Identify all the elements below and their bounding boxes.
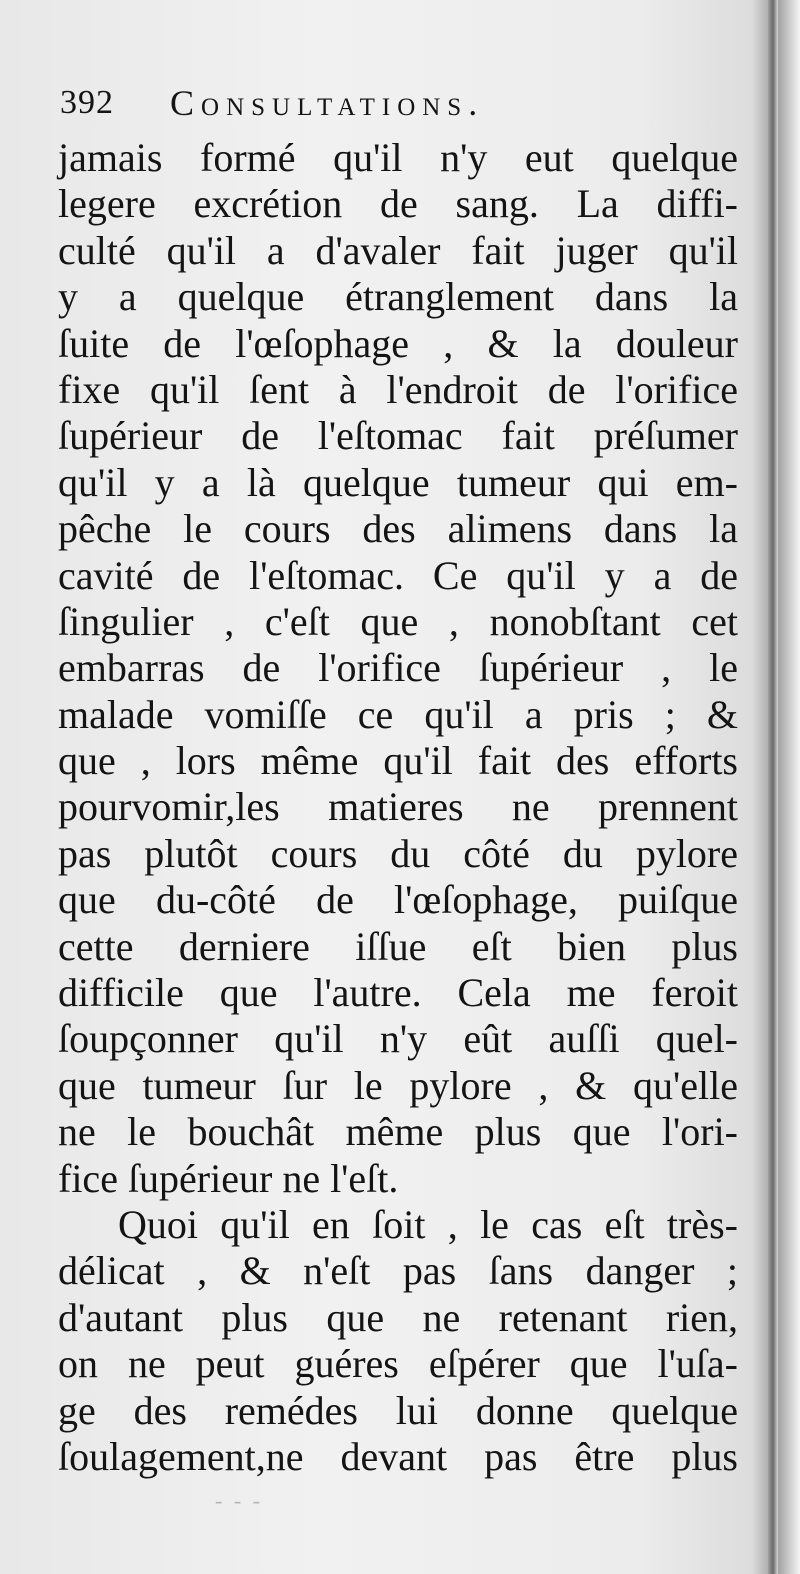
text-line: ſoupçonner qu'il n'y eût auſſi quel-: [58, 1016, 738, 1062]
text-line: culté qu'il a d'avaler fait juger qu'il: [58, 227, 738, 273]
text-line: délicat , & n'eſt pas ſans danger ;: [58, 1248, 738, 1294]
text-line: embarras de l'orifice ſupérieur , le: [58, 645, 738, 691]
body-text: [58, 135, 738, 1480]
text-line: fice ſupérieur ne l'eſt.: [58, 1155, 399, 1201]
text-line: fixe qu'il ſent à l'endroit de l'orifice: [58, 366, 738, 412]
text-line: que , lors même qu'il fait des efforts: [58, 738, 738, 784]
text-line: ſingulier , c'eſt que , nonobſtant cet: [58, 598, 738, 644]
text-line: pêche le cours des alimens dans la: [58, 506, 738, 552]
text-line: ſoulagement,ne devant pas être plus: [58, 1433, 738, 1479]
page-number: 392: [60, 84, 114, 121]
text-line: ſupérieur de l'eſtomac fait préſumer: [58, 413, 738, 459]
text-line: on ne peut guéres eſpérer que l'uſa-: [58, 1341, 738, 1387]
text-line: y a quelque étranglement dans la: [58, 274, 738, 320]
page-edge-shadow: [768, 0, 778, 1574]
running-head: Consultations.: [170, 83, 485, 123]
text-line: que du-côté de l'œſophage, puiſque: [58, 877, 738, 923]
text-line: Quoi qu'il en ſoit , le cas eſt très-: [118, 1201, 738, 1247]
text-line: difficile que l'autre. Cela me feroit: [58, 970, 738, 1016]
text-line: legere excrétion de sang. La diffi-: [58, 181, 738, 227]
text-line: ge des remédes lui donne quelque: [58, 1387, 738, 1433]
bleed-through-mark: - - -: [215, 1488, 263, 1513]
text-line: d'autant plus que ne retenant rien,: [58, 1294, 738, 1340]
page-header: [60, 78, 760, 128]
text-line: cette derniere iſſue eſt bien plus: [58, 923, 738, 969]
text-line: qu'il y a là quelque tumeur qui em-: [58, 459, 738, 505]
text-line: ſuite de l'œſophage , & la douleur: [58, 320, 738, 366]
text-line: ne le bouchât même plus que l'ori-: [58, 1109, 738, 1155]
text-line: que tumeur ſur le pylore , & qu'elle: [58, 1062, 738, 1108]
text-line: cavité de l'eſtomac. Ce qu'il y a de: [58, 552, 738, 598]
text-line: pourvomir,les matieres ne prennent: [58, 784, 738, 830]
text-line: malade vomiſſe ce qu'il a pris ; &: [58, 691, 738, 737]
text-line: jamais formé qu'il n'y eut quelque: [58, 135, 738, 180]
text-line: pas plutôt cours du côté du pylore: [58, 830, 738, 876]
